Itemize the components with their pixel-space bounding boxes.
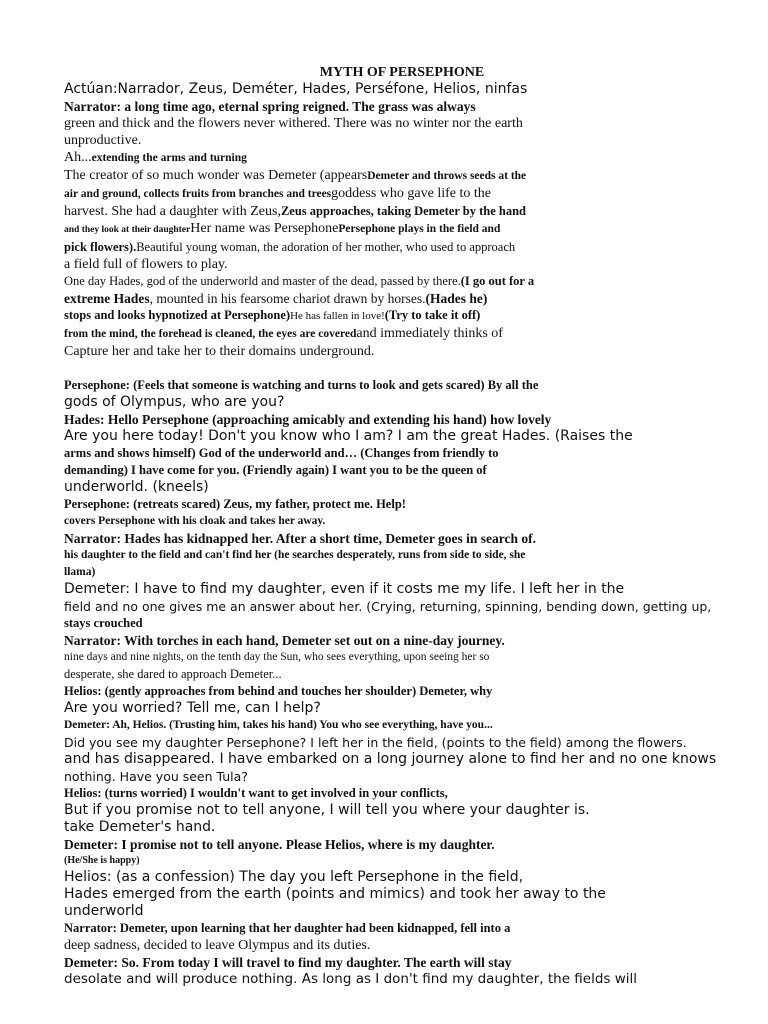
- text-line: Persephone: (Feels that someone is watching and turns to look and gets scared) By all the: [64, 378, 539, 392]
- text-line: nine days and nine nights, on the tenth day the Sun, who sees everything, upon seeing her so: [64, 651, 490, 663]
- text-line: Are you here today! Don't you know who I am? I am the great Hades. (Raises the: [64, 428, 633, 444]
- text-line: Demeter: I have to find my daughter, even if it costs me my life. I left her in the: [64, 581, 625, 597]
- text-line: stays crouched: [64, 616, 143, 630]
- text-line: Ah...extending the arms and turning: [64, 150, 247, 165]
- text-line: One day Hades, god of the underworld and master of the dead, passed by there.(I go out for a: [64, 274, 535, 288]
- text-line: desolate and will produce nothing. As long as I don't find my daughter, the fields will: [64, 971, 638, 987]
- text-line: a field full of flowers to play.: [64, 257, 228, 272]
- blank-line: [64, 360, 740, 377]
- text-line: and they look at their daughterHer name was PersephonePersephone plays in the field and: [64, 221, 501, 236]
- text-line: Helios: (gently approaches from behind and touches her shoulder) Demeter, why: [64, 684, 493, 698]
- text-line: take Demeter's hand.: [64, 819, 216, 835]
- text-line: Capture her and take her to their domains underground.: [64, 344, 375, 359]
- text-line: Narrator: Hades has kidnapped her. After a short time, Demeter goes in search of.: [64, 531, 536, 546]
- text-line: gods of Olympus, who are you?: [64, 394, 285, 410]
- text-line: (He/She is happy): [64, 855, 140, 866]
- text-line: Are you worried? Tell me, can I help?: [64, 700, 321, 716]
- text-line: The creator of so much wonder was Demeter (appearsDemeter and throws seeds at the: [64, 168, 527, 183]
- text-line: extreme Hades, mounted in his fearsome chariot drawn by horses.(Hades he): [64, 291, 488, 306]
- text-line: arms and shows himself) God of the underworld and… (Changes from friendly to: [64, 446, 499, 460]
- text-line: demanding) I have come for you. (Friendly again) I want you to be the queen of: [64, 463, 487, 477]
- text-line: from the mind, the forehead is cleaned, the eyes are coveredand immediately thinks of: [64, 326, 503, 341]
- text-line: Hades emerged from the earth (points and mimics) and took her away to the: [64, 886, 606, 902]
- text-line: unproductive.: [64, 133, 142, 148]
- text-line: pick flowers).Beautiful young woman, the adoration of her mother, who used to approach: [64, 240, 516, 254]
- text-line: Helios: (turns worried) I wouldn't want to get involved in your conflicts,: [64, 786, 448, 800]
- text-line: harvest. She had a daughter with Zeus,Zeus approaches, taking Demeter by the hand: [64, 204, 526, 219]
- text-line: Narrator: With torches in each hand, Demeter set out on a nine-day journey.: [64, 633, 505, 648]
- text-line: green and thick and the flowers never withered. There was no winter nor the earth: [64, 116, 523, 131]
- document-page: [64, 64, 740, 988]
- document-title: MYTH OF PERSEPHONE: [319, 65, 485, 80]
- text-line: But if you promise not to tell anyone, I will tell you where your daughter is.: [64, 802, 590, 818]
- text-line: Demeter: So. From today I will travel to find my daughter. The earth will stay: [64, 955, 512, 970]
- text-line: Demeter: I promise not to tell anyone. Please Helios, where is my daughter.: [64, 837, 495, 852]
- text-line: Did you see my daughter Persephone? I left her in the field, (points to the field) among the flowers.: [64, 735, 687, 750]
- text-line: Helios: (as a confession) The day you left Persephone in the field,: [64, 869, 524, 885]
- text-line: llama): [64, 566, 96, 578]
- text-line: desperate, she dared to approach Demeter...: [64, 667, 282, 681]
- cast-line: Actúan:Narrador, Zeus, Deméter, Hades, Perséfone, Helios, ninfas: [64, 81, 528, 97]
- text-line: field and no one gives me an answer about her. (Crying, returning, spinning, bending down, getting up,: [64, 599, 712, 614]
- text-line: Narrator: a long time ago, eternal spring reigned. The grass was always: [64, 99, 476, 114]
- text-line: Persephone: (retreats scared) Zeus, my father, protect me. Help!: [64, 497, 406, 511]
- text-line: nothing. Have you seen Tula?: [64, 769, 248, 784]
- text-line: covers Persephone with his cloak and takes her away.: [64, 515, 326, 527]
- text-line: underworld. (kneels): [64, 479, 209, 495]
- text-line: his daughter to the field and can't find her (he searches desperately, runs from side to side, she: [64, 549, 526, 561]
- text-line: Hades: Hello Persephone (approaching amicably and extending his hand) how lovely: [64, 412, 552, 427]
- text-line: air and ground, collects fruits from branches and treesgoddess who gave life to the: [64, 186, 491, 201]
- text-line: stops and looks hypnotized at Persephone)He has fallen in love!(Try to take it off): [64, 308, 481, 322]
- text-line: underworld: [64, 903, 144, 919]
- text-line: deep sadness, decided to leave Olympus and its duties.: [64, 938, 371, 953]
- text-line: Narrator: Demeter, upon learning that her daughter had been kidnapped, fell into a: [64, 921, 511, 935]
- text-line: Demeter: Ah, Helios. (Trusting him, takes his hand) You who see everything, have you...: [64, 719, 493, 731]
- text-line: and has disappeared. I have embarked on a long journey alone to find her and no one knows: [64, 751, 717, 767]
